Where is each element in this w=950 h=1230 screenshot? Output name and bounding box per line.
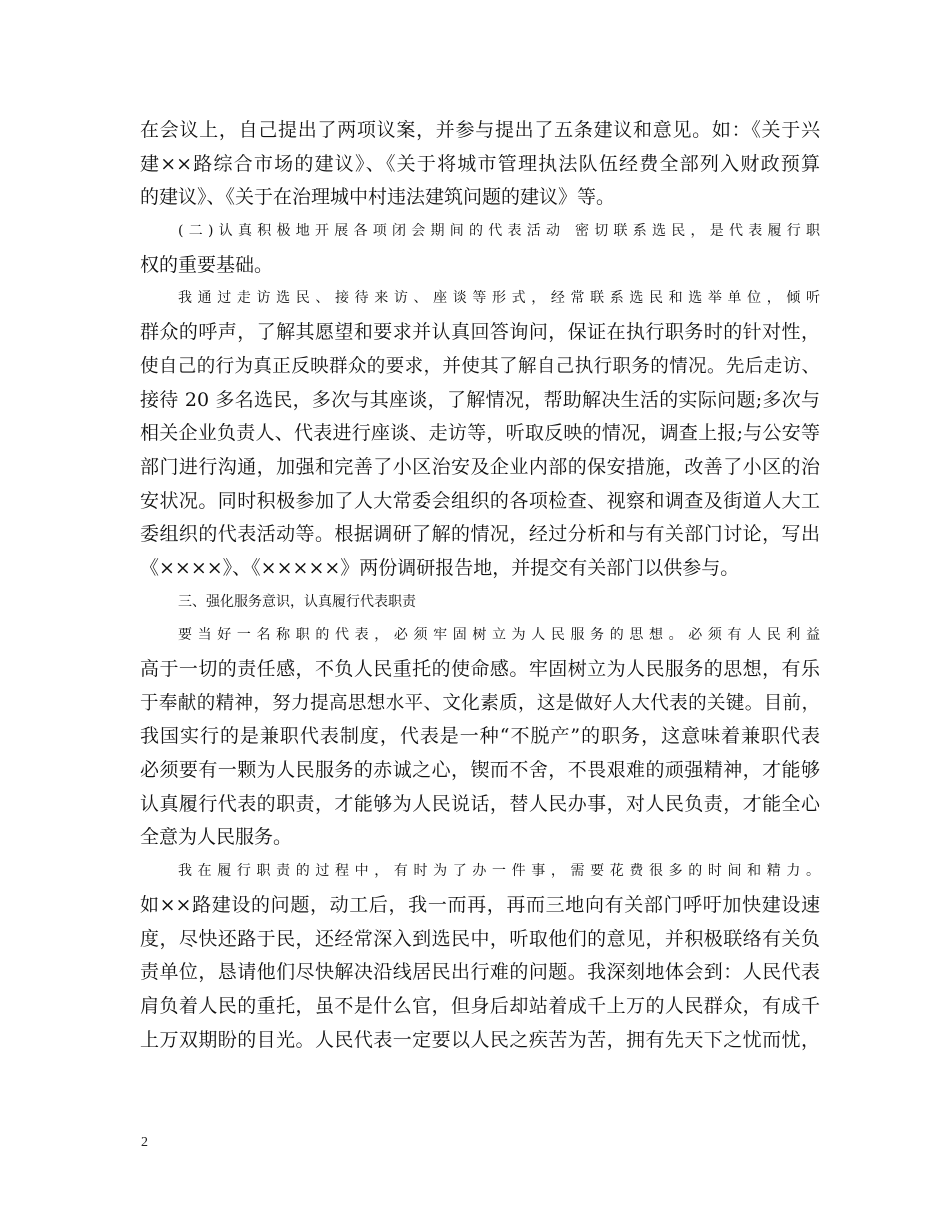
text-line: 责单位，恳请他们尽快解决沿线居民出行难的问题。我深刻地体会到：人民代表: [140, 961, 820, 984]
text-line: 在会议上，自己提出了两项议案，并参与提出了五条建议和意见。如：《关于兴: [140, 119, 820, 141]
text-line: 于奉献的精神，努力提高思想水平、文化素质，这是做好人大代表的关键。目前，: [140, 692, 820, 714]
text-line: 安状况。同时积极参加了人大常委会组织的各项检查、视察和调查及街道人大工: [140, 489, 820, 512]
text-line: 我在履行职责的过程中，有时为了办一件事，需要花费很多的时间和精力。: [178, 863, 820, 880]
text-line: 必须要有一颗为人民服务的赤诚之心，锲而不舍，不畏艰难的顽强精神，才能够: [140, 759, 820, 782]
text-line: 我通过走访选民、接待来访、座谈等形式，经常联系选民和选举单位，倾听: [178, 290, 820, 307]
text-line: 高于一切的责任感，不负人民重托的使命感。牢固树立为人民服务的思想，有乐: [140, 658, 820, 680]
text-line: 的建议》、《关于在治理城中村违法建筑问题的建议》等。: [140, 186, 616, 209]
text-line: 全意为人民服务。: [140, 826, 293, 849]
text-line: (二)认真积极地开展各项闭会期间的代表活动 密切联系选民，是代表履行职: [178, 223, 820, 240]
text-line: 认真履行代表的职责，才能够为人民说话，替人民办事，对人民负责，才能全心: [140, 792, 820, 815]
text-line: 建××路综合市场的建议》、《关于将城市管理执法队伍经费全部列入财政预算: [140, 152, 820, 175]
text-line: 度，尽快还路于民，还经常深入到选民中，听取他们的意见，并积极联络有关负: [140, 927, 820, 950]
text-line: 接待 20 多名选民，多次与其座谈，了解情况，帮助解决生活的实际问题;多次与: [140, 388, 820, 411]
text-line: 我国实行的是兼职代表制度，代表是一种“不脱产”的职务，这意味着兼职代表: [140, 725, 820, 748]
text-line: 上万双期盼的目光。人民代表一定要以人民之疾苦为苦，拥有先天下之忧而忧，: [140, 1028, 820, 1051]
text-line: 《××××》、《×××××》两份调研报告地，并提交有关部门以供参与。: [140, 556, 740, 579]
text-line: 权的重要基础。: [140, 253, 274, 276]
text-line: 如××路建设的问题，动工后，我一而再，再而三地向有关部门呼吁加快建设速: [140, 893, 820, 916]
text-line: 部门进行沟通，加强和完善了小区治安及企业内部的保安措施，改善了小区的治: [140, 455, 820, 478]
text-line: 委组织的代表活动等。根据调研了解的情况，经过分析和与有关部门讨论，写出: [140, 523, 820, 546]
text-line: 使自己的行为真正反映群众的要求，并使其了解自己执行职务的情况。先后走访、: [140, 355, 820, 377]
body-text: [140, 114, 820, 1057]
text-line: 相关企业负责人、代表进行座谈、走访等，听取反映的情况，调查上报;与公安等: [140, 422, 820, 445]
text-line: 群众的呼声，了解其愿望和要求并认真回答询问，保证在执行职务时的针对性，: [140, 321, 820, 344]
page-number: 2: [141, 1135, 148, 1150]
text-line: 肩负着人民的重托，虽不是什么官，但身后却站着成千上万的人民群众，有成千: [140, 994, 820, 1017]
text-line: 要当好一名称职的代表，必须牢固树立为人民服务的思想。必须有人民利益: [178, 627, 820, 644]
text-line: 三、强化服务意识，认真履行代表职责: [178, 593, 416, 610]
